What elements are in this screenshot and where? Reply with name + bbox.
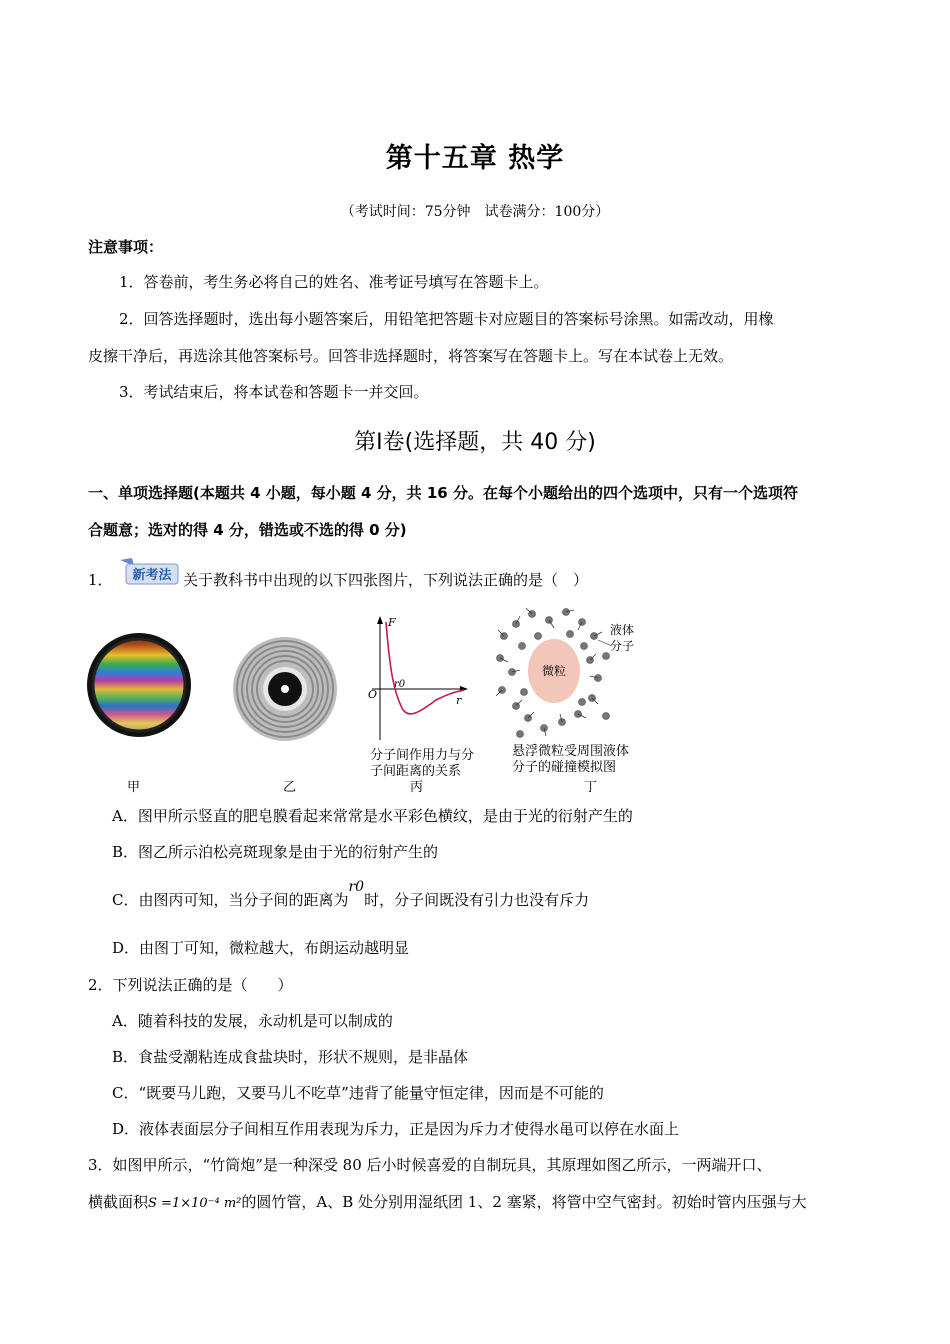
q3-line-2-post: 的圆竹管，A、B 处分别用湿纸团 1、2 塞紧，将管中空气密封。初始时管内压强与大 [241, 1193, 807, 1211]
notice-item-2: 2．回答选择题时，选出每小题答案后，用铅笔把答题卡对应题目的答案标号涂黑。如需改动，用橡 [119, 310, 774, 328]
page-title: 第十五章 热学 [385, 143, 565, 174]
section-heading-2: 合题意；选对的得 4 分，错选或不选的得 0 分) [88, 521, 407, 539]
q1-number: 1． [88, 571, 113, 589]
r0-label: r0 [394, 679, 406, 690]
q3-line-2 [88, 1191, 807, 1212]
fig-label-bing: 丙 [410, 780, 424, 795]
volume-title: 第Ⅰ卷(选择题，共 40 分) [354, 430, 596, 455]
exam-info: （考试时间：75分钟 试卷满分：100分） [340, 204, 610, 220]
q1-option-c [112, 879, 590, 910]
axis-r-label: r [456, 694, 462, 707]
q1-option-a: A．图甲所示竖直的肥皂膜看起来常常是水平彩色横纹，是由于光的衍射产生的 [112, 807, 633, 825]
fig3-caption-1: 分子间作用力与分 [370, 748, 475, 763]
q1-option-c-post: 时，分子间既没有引力也没有斥力 [364, 891, 590, 909]
liquid-label-1: 液体 [610, 623, 635, 637]
poisson-spot-figure [232, 636, 338, 742]
fig4-caption-2: 分子的碰撞模拟图 [512, 760, 617, 775]
q2-option-d: D．液体表面层分子间相互作用表现为斥力，正是因为斥力才使得水黾可以停在水面上 [112, 1120, 680, 1138]
soap-film-figure [86, 632, 192, 738]
brownian-motion-figure [494, 606, 644, 740]
q3-line-1: 3．如图甲所示，“竹筒炮”是一种深受 80 后小时候喜爱的自制玩具，其原理如图乙所示，一两端开口、 [88, 1156, 772, 1174]
q1-option-b: B．图乙所示泊松亮斑现象是由于光的衍射产生的 [112, 843, 439, 861]
section-heading-1: 一、单项选择题(本题共 4 小题，每小题 4 分，共 16 分。在每个小题给出的四个选项中，只有一个选项符 [88, 484, 798, 502]
origin-label: O [368, 688, 378, 701]
q2-option-a: A．随着科技的发展，永动机是可以制成的 [112, 1012, 393, 1030]
liquid-label-2: 分子 [610, 639, 635, 653]
particle-label: 微粒 [541, 664, 567, 678]
q1-stem: 关于教科书中出现的以下四张图片，下列说法正确的是（ ） [183, 571, 589, 589]
q1-option-d: D．由图丁可知，微粒越大，布朗运动越明显 [112, 939, 410, 957]
q1-option-c-pre: C．由图丙可知，当分子间的距离为 [112, 891, 349, 909]
notice-heading: 注意事项： [88, 238, 164, 256]
q2-option-c: C．“既要马儿跑，又要马儿不吃草”违背了能量守恒定律，因而是不可能的 [112, 1084, 604, 1102]
fig-label-yi: 乙 [283, 780, 297, 795]
axis-f-label: F [388, 616, 396, 629]
badge-label: 新考法 [132, 568, 172, 583]
fig-label-jia: 甲 [127, 780, 141, 795]
notice-item-1: 1．答卷前，考生务必将自己的姓名、准考证号填写在答题卡上。 [119, 273, 549, 291]
notice-item-3: 3．考试结束后，将本试卷和答题卡一并交回。 [119, 383, 429, 401]
force-distance-graph [364, 612, 476, 748]
q2-stem: 2．下列说法正确的是（ ） [88, 976, 293, 994]
q1-option-c-r0: r0 [348, 879, 365, 895]
q3-line-2-pre: 横截面积 [88, 1193, 149, 1211]
q2-option-b: B．食盐受潮粘连成食盐块时，形状不规则，是非晶体 [112, 1048, 469, 1066]
fig-label-ding: 丁 [584, 780, 598, 795]
q3-area-formula: S =1×10⁻⁴ m² [148, 1196, 242, 1211]
fig4-caption-1: 悬浮微粒受周围液体 [512, 744, 630, 759]
notice-item-2-cont: 皮擦干净后，再选涂其他答案标号。回答非选择题时，将答案写在答题卡上。写在本试卷上无效。 [88, 347, 734, 365]
new-method-badge [118, 556, 180, 586]
fig3-caption-2: 子间距离的关系 [370, 764, 462, 779]
